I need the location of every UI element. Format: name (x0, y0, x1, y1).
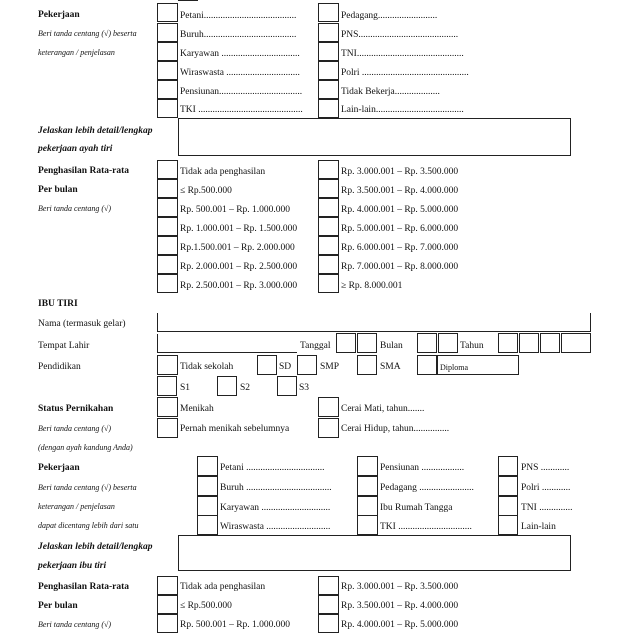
detail-textarea[interactable] (178, 535, 571, 571)
detail-label: Jelaskan lebih detail/lengkap (38, 542, 153, 552)
tahun-digit-box[interactable] (519, 333, 539, 353)
option-tidak-sekolah: Tidak sekolah (180, 362, 234, 372)
option-buruh: Buruh....................................... (180, 30, 297, 40)
checkbox-pensiunan[interactable] (157, 80, 178, 99)
option-petani: Petani....................................... (180, 11, 297, 21)
checkbox-income[interactable] (157, 595, 178, 614)
option-menikah: Menikah (180, 404, 214, 414)
option-tki: TKI ............................................ (180, 105, 303, 115)
pekerjaan-note: Beri tanda centang (√) beserta (38, 483, 137, 492)
income-option: Rp. 3.500.001 – Rp. 4.000.000 (341, 601, 459, 611)
checkbox-income[interactable] (157, 198, 178, 217)
checkbox-buruh[interactable] (157, 23, 178, 42)
job-option: Petani ................................. (220, 463, 325, 473)
checkbox-job[interactable] (197, 456, 218, 476)
income-option: Rp. 6.000.001 – Rp. 7.000.000 (341, 243, 459, 253)
checkbox-job[interactable] (498, 476, 518, 496)
checkbox-income[interactable] (318, 179, 339, 198)
checkbox-sd[interactable] (257, 355, 277, 375)
tanggal-digit-box[interactable] (357, 333, 377, 353)
income-option: Tidak ada penghasilan (180, 582, 266, 592)
option-karyawan: Karyawan ................................. (180, 49, 300, 59)
penghasilan-label: Penghasilan Rata-rata (38, 166, 130, 176)
checkbox-income[interactable] (157, 614, 178, 633)
checkbox-job[interactable] (357, 515, 378, 535)
nama-label: Nama (termasuk gelar) (38, 319, 126, 329)
checkbox-tidak-sekolah[interactable] (157, 355, 178, 375)
option-lain-lain: Lain-lain..................................... (341, 105, 464, 115)
job-option: TKI ............................... (380, 522, 472, 532)
detail-textarea[interactable] (178, 118, 571, 156)
nama-field-right (590, 313, 591, 332)
option-s3: S3 (299, 383, 310, 393)
checkbox-pernah-menikah[interactable] (157, 418, 178, 438)
option-cerai-mati: Cerai Mati, tahun....... (341, 404, 425, 414)
income-option: Rp. 2.000.001 – Rp. 2.500.000 (180, 262, 298, 272)
nama-field-bottom (157, 331, 591, 332)
status-note: Beri tanda centang (√) (38, 424, 112, 433)
pekerjaan-note: keterangan / penjelasan (38, 502, 115, 511)
checkbox-income[interactable] (318, 274, 339, 293)
job-option: Pedagang ....................... (380, 483, 474, 493)
top-cut-box (178, 0, 198, 1)
job-option: Lain-lain (521, 522, 556, 532)
checkbox-tni[interactable] (318, 42, 339, 61)
section-title: IBU TIRI (38, 299, 78, 309)
income-option: Rp. 3.000.001 – Rp. 3.500.000 (341, 582, 459, 592)
checkbox-s1[interactable] (157, 376, 177, 396)
checkbox-job[interactable] (357, 496, 378, 516)
option-pedagang: Pedagang......................... (341, 11, 438, 21)
checkbox-karyawan[interactable] (157, 42, 178, 61)
checkbox-job[interactable] (197, 515, 218, 535)
option-sd: SD (279, 362, 292, 372)
checkbox-tidak-bekerja[interactable] (318, 80, 339, 99)
option-polri: Polri ............................................. (341, 68, 469, 78)
checkbox-sma[interactable] (357, 355, 377, 375)
tahun-label: Tahun (460, 341, 484, 351)
option-s2: S2 (240, 383, 251, 393)
income-option: Rp. 4.000.001 – Rp. 5.000.000 (341, 620, 459, 630)
checkbox-income[interactable] (318, 236, 339, 255)
job-option: Polri ............ (521, 483, 571, 493)
checkbox-cerai-hidup[interactable] (318, 418, 339, 438)
income-option: Rp. 1.000.001 – Rp. 1.500.000 (180, 224, 298, 234)
income-option: Rp. 3.500.001 – Rp. 4.000.000 (341, 186, 459, 196)
checkbox-s2[interactable] (217, 376, 237, 396)
option-wiraswasta: Wiraswasta ............................... (180, 68, 300, 78)
income-option: Rp. 7.000.001 – Rp. 8.000.000 (341, 262, 459, 272)
checkbox-income[interactable] (157, 255, 178, 274)
checkbox-income[interactable] (318, 198, 339, 217)
status-note: (dengan ayah kandung Anda) (38, 443, 133, 452)
tempat-lahir-input[interactable] (158, 334, 296, 352)
tanggal-digit-box[interactable] (336, 333, 356, 353)
penghasilan-label: Per bulan (38, 601, 78, 611)
checkbox-petani[interactable] (157, 3, 178, 22)
checkbox-pedagang[interactable] (318, 3, 339, 22)
checkbox-income[interactable] (157, 160, 178, 179)
pendidikan-label: Pendidikan (38, 362, 81, 372)
pekerjaan-label: Pekerjaan (38, 10, 80, 20)
checkbox-polri[interactable] (318, 61, 339, 80)
checkbox-job[interactable] (197, 476, 218, 496)
checkbox-income[interactable] (157, 274, 178, 293)
checkbox-pns[interactable] (318, 23, 339, 42)
income-option: Rp. 2.500.001 – Rp. 3.000.000 (180, 281, 298, 291)
option-pns: PNS.......................................... (341, 30, 459, 40)
income-option: ≤ Rp.500.000 (180, 186, 232, 196)
option-cerai-hidup: Cerai Hidup, tahun............... (341, 424, 450, 434)
income-option: Rp.1.500.001 – Rp. 2.000.000 (180, 243, 295, 253)
checkbox-job[interactable] (498, 496, 518, 516)
checkbox-job[interactable] (357, 476, 378, 496)
checkbox-income[interactable] (318, 160, 339, 179)
income-option: Tidak ada penghasilan (180, 167, 266, 177)
checkbox-job[interactable] (357, 456, 378, 476)
checkbox-cerai-mati[interactable] (318, 397, 339, 417)
checkbox-income[interactable] (318, 217, 339, 236)
job-option: PNS ............ (521, 463, 570, 473)
bulan-label: Bulan (380, 341, 403, 351)
income-option: Rp. 500.001 – Rp. 1.000.000 (180, 205, 291, 215)
penghasilan-note: Beri tanda centang (√) (38, 204, 112, 213)
penghasilan-note: Beri tanda centang (√) (38, 620, 112, 629)
pekerjaan-note: keterangan / penjelasan (38, 48, 115, 57)
option-pensiunan: Pensiunan................................... (180, 87, 303, 97)
tanggal-label: Tanggal (300, 341, 331, 351)
tahun-digit-box[interactable] (540, 333, 560, 353)
pekerjaan-note: Beri tanda centang (√) beserta (38, 29, 137, 38)
tempat-lahir-field-bottom (157, 352, 297, 353)
income-option: Rp. 3.000.001 – Rp. 3.500.000 (341, 167, 459, 177)
income-option: ≤ Rp.500.000 (180, 601, 232, 611)
checkbox-menikah[interactable] (157, 397, 178, 417)
bulan-digit-box[interactable] (438, 333, 458, 353)
checkbox-lain-lain[interactable] (318, 99, 339, 118)
checkbox-s3[interactable] (277, 376, 297, 396)
tahun-digit-box[interactable] (561, 333, 591, 353)
tempat-lahir-label: Tempat Lahir (38, 341, 90, 351)
checkbox-income[interactable] (318, 595, 339, 614)
checkbox-job[interactable] (498, 456, 518, 476)
checkbox-job[interactable] (197, 496, 218, 516)
income-option: ≥ Rp. 8.000.001 (341, 281, 403, 291)
checkbox-income[interactable] (157, 217, 178, 236)
income-option: Rp. 500.001 – Rp. 1.000.000 (180, 620, 291, 630)
option-s1: S1 (180, 383, 191, 393)
job-option: Karyawan ............................. (220, 503, 331, 513)
checkbox-income[interactable] (157, 179, 178, 198)
checkbox-smp[interactable] (297, 355, 317, 375)
bulan-digit-box[interactable] (417, 333, 437, 353)
status-label: Status Pernikahan (38, 404, 114, 414)
option-pernah-menikah: Pernah menikah sebelumnya (180, 424, 290, 434)
checkbox-wiraswasta[interactable] (157, 61, 178, 80)
checkbox-income[interactable] (318, 614, 339, 633)
option-tidak-bekerja: Tidak Bekerja................... (341, 87, 440, 97)
checkbox-diploma[interactable] (417, 355, 437, 375)
option-smp: SMP (320, 362, 340, 372)
detail-label: pekerjaan ayah tiri (38, 144, 113, 154)
tahun-digit-box[interactable] (498, 333, 518, 353)
pekerjaan-note: dapat dicentang lebih dari satu (38, 521, 139, 530)
job-option: Wiraswasta ........................... (220, 522, 331, 532)
detail-label: Jelaskan lebih detail/lengkap (38, 126, 153, 136)
checkbox-income[interactable] (157, 236, 178, 255)
checkbox-income[interactable] (318, 576, 339, 595)
penghasilan-label: Per bulan (38, 185, 78, 195)
checkbox-income[interactable] (318, 255, 339, 274)
checkbox-job[interactable] (498, 515, 518, 535)
checkbox-income[interactable] (157, 576, 178, 595)
nama-input[interactable] (158, 313, 590, 331)
job-option: Ibu Rumah Tangga (380, 503, 453, 513)
checkbox-tki[interactable] (157, 99, 178, 118)
job-option: TNI .............. (521, 503, 573, 513)
job-option: Buruh .................................... (220, 483, 332, 493)
job-option: Pensiunan .................. (380, 463, 465, 473)
income-option: Rp. 5.000.001 – Rp. 6.000.000 (341, 224, 459, 234)
detail-label: pekerjaan ibu tiri (38, 561, 107, 571)
income-option: Rp. 4.000.001 – Rp. 5.000.000 (341, 205, 459, 215)
penghasilan-label: Penghasilan Rata-rata (38, 582, 130, 592)
pekerjaan-label: Pekerjaan (38, 463, 80, 473)
option-tni: TNI............................................. (341, 49, 464, 59)
option-diploma: Diploma (440, 363, 468, 372)
option-sma: SMA (380, 362, 401, 372)
